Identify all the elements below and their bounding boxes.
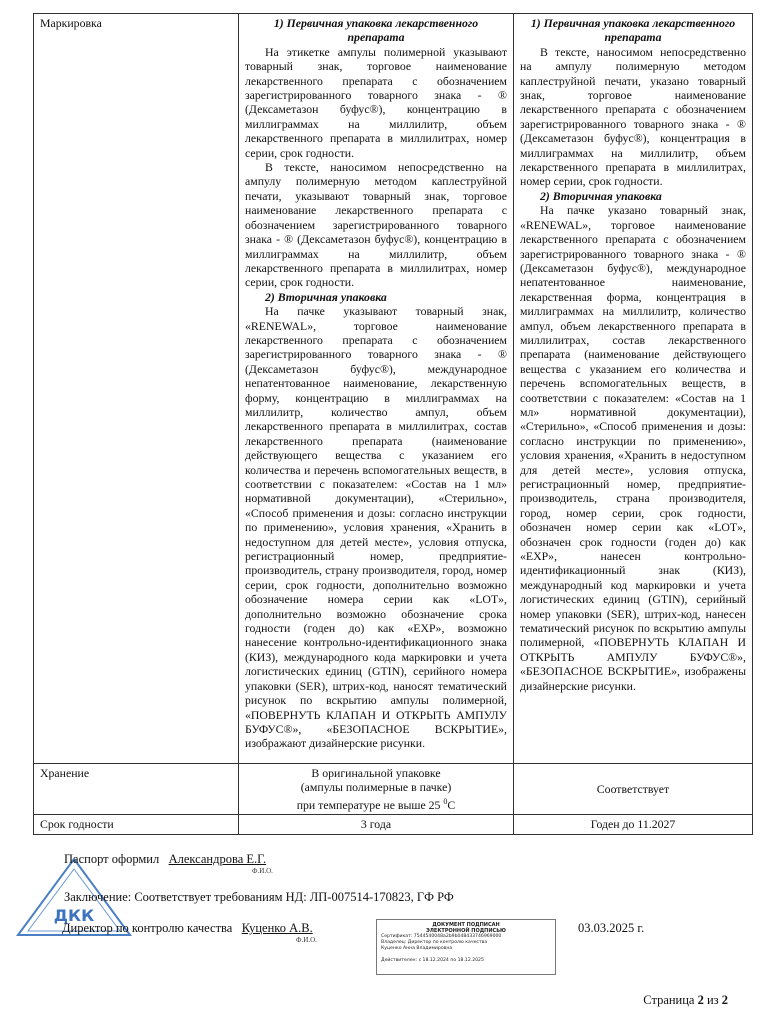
shelf-life-result: Годен до 11.2027	[590, 817, 676, 832]
electronic-signature-box	[376, 919, 556, 975]
passport-name: Александрова Е.Г.	[168, 852, 267, 866]
shelf-life-label: Срок годности	[40, 817, 114, 832]
director-name: Куценко А.В.	[241, 921, 313, 935]
primary-pack-heading: 1) Первичная упаковка лекарственного препарата	[273, 16, 479, 45]
requirement-paragraph: На этикетке ампулы полимерной указывают товарный знак, торговое наименование лекарственного препарата с обозначением зарегистрированного товарного знака - ® (Дексаметазон буфус®), концентрацию в миллиграммах на миллилитр, объем лекарственного препарата в миллилитрах, номер серии, срок годности.	[245, 44, 507, 160]
ecp-title: ЭЛЕКТРОННОЙ ПОДПИСЬЮ	[426, 928, 506, 934]
marking-label-cell	[34, 14, 239, 764]
marking-label: Маркировка	[40, 16, 102, 30]
primary-pack-heading: 1) Первичная упаковка лекарственного препарата	[530, 16, 736, 45]
marking-result-cell	[514, 14, 753, 764]
storage-req-line: при температуре не выше 25 $^0$С	[296, 796, 456, 812]
storage-result-cell	[514, 764, 753, 815]
shelf-life-result-cell	[514, 815, 753, 834]
result-paragraph: На пачке указано товарный знак, «RENEWAL», торговое наименование лекарственного препарата с обозначением зарегистрированного товарного знака - ® (Дексаметазон буфус®), международное непатентованное наименование, лекарственная форма, концентрация в миллиграммах на миллилитр, количество ампул, объем лекарственного препарата в миллилитрах, состав лекарственного препарата (наименование действующего вещества с указанием его количества и перечень вспомогательных веществ, в соответствии с показателем: «Состав на 1 мл» нормативной документации), «Стерильно», «Способ применения и дозы: согласно инструкции по применению», условия хранения, «Хранить в недоступном для детей месте», условия отпуска, регистрационный номер, предприятие-производитель, страна производителя, город, номер серии, срок годности, обозначен номер серии как «LOT», обозначен срок годности (годен до) как «EXP», нанесен контрольно-идентификационный знак (КИЗ), международный код маркировки и учета логистических единиц (GTIN), серийный номер упаковки (SER), штрих-код, нанесен тематический рисунок по вскрытию ампулы полимерной, «ПОВЕРНУТЬ КЛАПАН И ОТКРЫТЬ АМПУЛУ БУФУС®», «БЕЗОПАСНОЕ ВСКРЫТИЕ», изображены дизайнерские рисунки.	[520, 203, 746, 693]
table-row	[34, 14, 753, 764]
storage-requirement-cell	[239, 764, 514, 815]
ecp-cert: Сертификат: 7544540048a2b9b048433746969000	[381, 934, 502, 939]
result-paragraph: В тексте, наносимом непосредственно на ампулу полимерную методом каплеструйной печати, указано товарный знак, торговое наименование лекарственного препарата с обозначением зарегистрированного товарного знака - ® (Дексаметазон буфус®), концентрация в миллиграммах на миллилитр, объем лекарственного препарата в миллилитрах, номер серии, срок годности.	[520, 44, 746, 189]
table-row	[34, 764, 753, 815]
shelf-life-label-cell	[34, 815, 239, 834]
document-date: 03.03.2025 г.	[578, 921, 645, 935]
storage-label: Хранение	[40, 766, 90, 780]
storage-req-line: (ампулы полимерные в пачке)	[300, 780, 452, 795]
director-label: Директор по контролю качества	[62, 921, 233, 935]
storage-result: Соответствует	[596, 781, 670, 796]
ecp-valid: Действителен: с 18.12.2024 по 18.12.2025	[381, 958, 484, 963]
director-line	[62, 921, 313, 936]
page-number: Страница 2 из 2	[643, 993, 728, 1007]
ecp-title: ДОКУМЕНТ ПОДПИСАН	[432, 922, 500, 928]
fio-caption: Ф.И.О.	[252, 867, 273, 875]
shelf-life-req: 3 года	[360, 817, 392, 832]
passport-label: Паспорт оформил	[64, 852, 160, 866]
storage-req-line: В оригинальной упаковке	[311, 766, 441, 780]
secondary-pack-heading: 2) Вторичная упаковка	[540, 188, 662, 203]
fio-caption: Ф.И.О.	[296, 936, 317, 944]
spec-table	[33, 13, 753, 835]
passport-line	[64, 852, 266, 867]
requirement-paragraph: В тексте, наносимом непосредственно на ампулу полимерную методом каплеструйной печати, указывают товарный знак, торговое наименование лекарственного препарата с обозначением зарегистрированного товарного знака - ® (Дексаметазон буфус®), концентрацию в миллиграммах на миллилитр, объем лекарственного препарата в миллилитрах, номер серии, срок годности.	[245, 160, 507, 290]
requirement-paragraph: На пачке указывают товарный знак, «RENEWAL», торговое наименование лекарственного препарата с обозначением зарегистрированного товарного знака - ® (Дексаметазон буфус®), международное непатентованное наименование, лекарственную форму, концентрацию в миллиграммах на миллилитр, количество ампул, объем лекарственного препарата в миллилитрах, состав лекарственного препарата (наименование действующего вещества с указанием его количества и перечень вспомогательных веществ, в соответствии с показателем: «Состав на 1 мл» нормативной документации), «Стерильно», «Способ применения и дозы: согласно инструкции по применению», условия хранения, «Хранить в недоступном для детей месте», условия отпуска, регистрационный номер, предприятие-производитель, страну производителя, город, номер серии, срок годности, дополнительно возможно обозначение номера серии как «LOT», дополнительно возможно обозначение срока годности (годен до) как «EXP», возможно нанесение контрольно-идентификационного знака (КИЗ), международного кода маркировки и учета логистических единиц (GTIN), серийного номера упаковки (SER), штрих-код, наносят тематический рисунок по вскрытию ампулы полимерной, «ПОВЕРНУТЬ КЛАПАН И ОТКРЫТЬ АМПУЛУ БУФУС®», «БЕЗОПАСНОЕ ВСКРЫТИЕ», изображают дизайнерские рисунки.	[245, 304, 507, 751]
secondary-pack-heading: 2) Вторичная упаковка	[265, 289, 387, 304]
stamp-text: ДКК	[53, 906, 95, 925]
storage-label-cell	[34, 764, 239, 815]
marking-requirement-cell	[239, 14, 514, 764]
table-row	[34, 815, 753, 834]
ecp-owner-name: Куценко Анна Владимировна	[381, 946, 453, 951]
ecp-owner: Владелец: Директор по контролю качества	[381, 940, 488, 945]
shelf-life-requirement-cell	[239, 815, 514, 834]
conclusion-line: Заключение: Соответствует требованиям НД: ЛП-007514-170823, ГФ РФ	[64, 890, 454, 904]
